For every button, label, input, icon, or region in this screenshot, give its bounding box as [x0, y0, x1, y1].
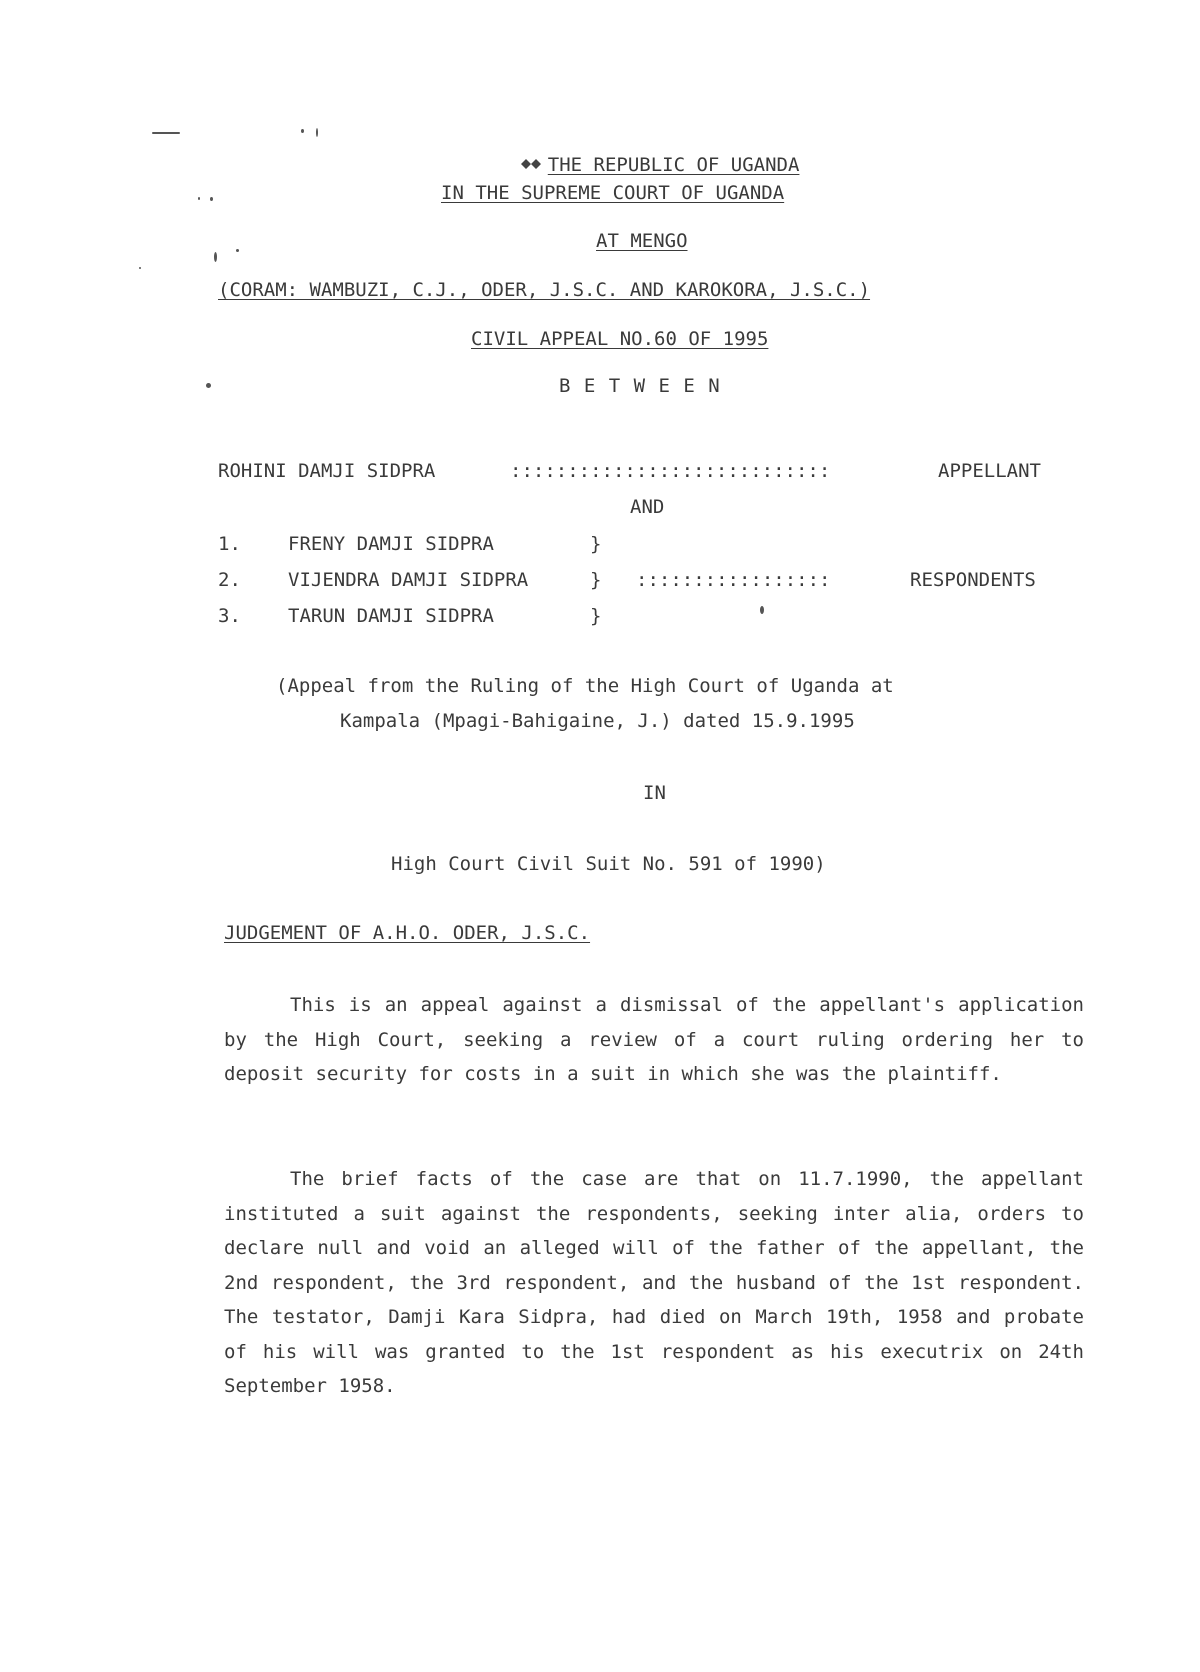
scan-speck — [214, 252, 217, 262]
respondent-brace: } — [590, 605, 602, 627]
between-heading: B E T W E E N — [559, 375, 721, 397]
respondents-dots: ::::::::::::::::: — [636, 569, 831, 591]
respondent-name: FRENY DAMJI SIDPRA — [288, 533, 494, 555]
respondent-name: TARUN DAMJI SIDPRA — [288, 605, 494, 627]
appellant-role: APPELLANT — [938, 460, 1041, 482]
scan-speck — [206, 383, 211, 388]
court-title: IN THE SUPREME COURT OF UGANDA — [441, 182, 785, 204]
appellant-dots: :::::::::::::::::::::::::::: — [510, 460, 831, 482]
judgement-paragraph-2: The brief facts of the case are that on 11.7.1990, the appellant instituted a suit against the respondents, seeking inter alia, orders to declare null and void an alleged will of the father of the appellant, the 2nd respondent, the 3rd respondent, and the husband of the 1st respondent. The testator, Damji Kara Sidpra, had died on March 19th, 1958 and probate of his will was granted to the 1st respondent as his executrix on 24th September 1958. — [224, 1168, 1084, 1397]
respondent-number: 2. — [218, 569, 241, 591]
respondents-role: RESPONDENTS — [910, 569, 1036, 591]
coram-line: (CORAM: WAMBUZI, C.J., ODER, J.S.C. AND KAROKORA, J.S.C.) — [218, 279, 871, 301]
scan-speck — [316, 128, 318, 137]
appeal-from-line3: High Court Civil Suit No. 591 of 1990) — [391, 853, 826, 875]
scan-speck — [210, 197, 213, 201]
appellant-name: ROHINI DAMJI SIDPRA — [218, 460, 436, 482]
respondent-brace: } — [590, 569, 602, 591]
judgement-paragraph-1: This is an appeal against a dismissal of the appellant's application by the High Court, seeking a review of a court ruling ordering her to deposit security for costs in a suit in which she was the plaintiff. — [224, 994, 1084, 1085]
judgement-heading: JUDGEMENT OF A.H.O. ODER, J.S.C. — [224, 922, 591, 944]
republic-title: THE REPUBLIC OF UGANDA — [547, 154, 800, 176]
respondent-number: 1. — [218, 533, 241, 555]
court-location: AT MENGO — [596, 230, 688, 252]
respondent-name: VIJENDRA DAMJI SIDPRA — [288, 569, 529, 591]
scan-speck — [760, 606, 764, 614]
appeal-from-in: IN — [643, 782, 666, 804]
case-number: CIVIL APPEAL NO.60 OF 1995 — [471, 328, 769, 350]
scan-speck — [139, 267, 141, 269]
scan-speck — [152, 132, 180, 134]
appeal-from-line1: (Appeal from the Ruling of the High Court of Uganda at — [276, 675, 894, 697]
scan-speck — [236, 249, 239, 252]
coat-of-arms-icon — [520, 158, 542, 170]
respondent-number: 3. — [218, 605, 241, 627]
and-separator: AND — [630, 496, 665, 518]
appeal-from-line2: Kampala (Mpagi-Bahigaine, J.) dated 15.9.1995 — [340, 710, 855, 732]
scan-speck — [301, 129, 304, 133]
scan-speck — [198, 197, 200, 200]
respondent-brace: } — [590, 533, 602, 555]
